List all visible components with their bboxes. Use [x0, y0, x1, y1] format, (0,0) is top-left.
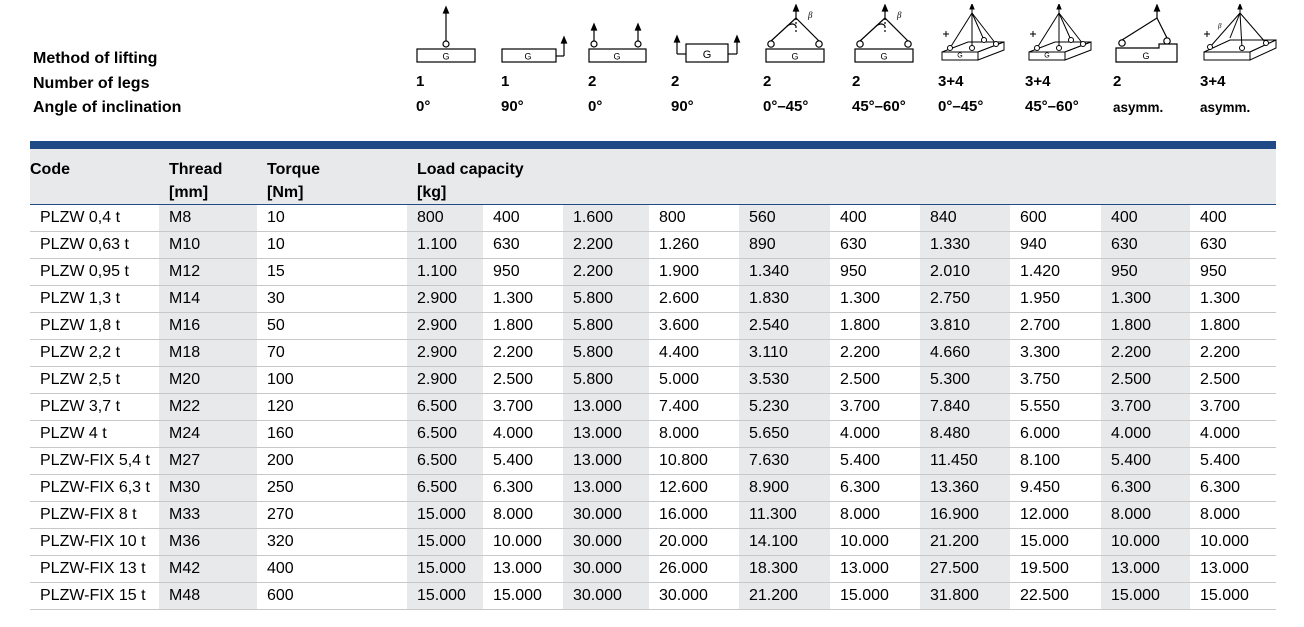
load-value-cell: 4.000	[1190, 421, 1276, 448]
svg-text:β: β	[1218, 22, 1222, 30]
torque-cell: 270	[257, 502, 407, 529]
angle-value: asymm.	[1200, 100, 1251, 115]
load-value-cell: 5.300	[920, 367, 1010, 394]
table-row	[30, 394, 1276, 421]
load-value-cell: 3.530	[739, 367, 830, 394]
angle-value: 0°–45°	[938, 98, 984, 115]
load-value-cell: 400	[483, 205, 563, 232]
number-of-legs-label: Number of legs	[33, 74, 150, 92]
table-row	[30, 340, 1276, 367]
load-value-cell: 3.700	[1190, 394, 1276, 421]
legs-value: 3+4	[938, 73, 964, 90]
load-value-cell: 13.000	[1101, 556, 1190, 583]
torque-cell: 200	[257, 448, 407, 475]
load-value-cell: 3.700	[1101, 394, 1190, 421]
thread-cell: M27	[159, 448, 257, 475]
load-value-cell: 30.000	[563, 556, 649, 583]
load-value-cell: 6.500	[407, 475, 483, 502]
load-value-cell: 19.500	[1010, 556, 1101, 583]
two-leg-asymmetric-icon	[1113, 4, 1185, 66]
code-cell: PLZW-FIX 10 t	[30, 529, 159, 556]
thread-cell: M12	[159, 259, 257, 286]
load-value-cell: 2.900	[407, 340, 483, 367]
load-value-cell: 630	[1190, 232, 1276, 259]
load-value-cell: 400	[1190, 205, 1276, 232]
load-value-cell: 1.100	[407, 259, 483, 286]
load-value-cell: 27.500	[920, 556, 1010, 583]
load-value-cell: 6.300	[1190, 475, 1276, 502]
load-value-cell: 6.300	[1101, 475, 1190, 502]
load-value-cell: 400	[830, 205, 920, 232]
table-row	[30, 259, 1276, 286]
table-row	[30, 448, 1276, 475]
load-capacity-header: Load capacity [kg]	[407, 145, 1276, 205]
two-leg-vertical-icon	[588, 4, 650, 66]
code-cell: PLZW 2,5 t	[30, 367, 159, 394]
load-value-cell: 15.000	[407, 529, 483, 556]
load-value-cell: 8.000	[649, 421, 739, 448]
torque-cell: 10	[257, 232, 407, 259]
load-value-cell: 13.360	[920, 475, 1010, 502]
load-value-cell: 6.500	[407, 421, 483, 448]
load-value-cell: 8.000	[1190, 502, 1276, 529]
method-of-lifting-label: Method of lifting	[33, 50, 158, 67]
code-cell: PLZW 0,95 t	[30, 259, 159, 286]
load-value-cell: 2.200	[830, 340, 920, 367]
thread-cell: M36	[159, 529, 257, 556]
load-value-cell: 12.600	[649, 475, 739, 502]
thread-cell: M48	[159, 583, 257, 610]
load-value-cell: 15.000	[1101, 583, 1190, 610]
svg-text:G: G	[442, 51, 450, 62]
torque-header: Torque [Nm]	[257, 145, 407, 205]
load-value-cell: 5.400	[1190, 448, 1276, 475]
code-cell: PLZW 0,4 t	[30, 205, 159, 232]
torque-cell: 70	[257, 340, 407, 367]
load-value-cell: 1.260	[649, 232, 739, 259]
load-value-cell: 2.600	[649, 286, 739, 313]
load-value-cell: 10.000	[483, 529, 563, 556]
load-value-cell: 800	[649, 205, 739, 232]
load-value-cell: 2.200	[563, 232, 649, 259]
svg-text:G: G	[613, 51, 621, 62]
load-value-cell: 21.200	[739, 583, 830, 610]
load-value-cell: 8.100	[1010, 448, 1101, 475]
svg-text:G: G	[957, 52, 963, 60]
two-leg-inclined-45-60-icon	[852, 4, 918, 66]
load-value-cell: 30.000	[563, 583, 649, 610]
table-row	[30, 205, 1276, 232]
load-value-cell: 13.000	[563, 448, 649, 475]
load-value-cell: 6.500	[407, 448, 483, 475]
code-cell: PLZW-FIX 6,3 t	[30, 475, 159, 502]
thread-cell: M14	[159, 286, 257, 313]
table-row	[30, 232, 1276, 259]
load-value-cell: 2.500	[830, 367, 920, 394]
legs-value: 1	[416, 73, 425, 90]
load-value-cell: 2.700	[1010, 313, 1101, 340]
torque-cell: 250	[257, 475, 407, 502]
load-value-cell: 14.100	[739, 529, 830, 556]
load-value-cell: 950	[483, 259, 563, 286]
load-value-cell: 1.950	[1010, 286, 1101, 313]
load-capacity-table	[30, 141, 1276, 610]
svg-text:G: G	[702, 49, 712, 61]
load-value-cell: 30.000	[563, 502, 649, 529]
svg-text:β: β	[808, 10, 813, 20]
table-row	[30, 421, 1276, 448]
load-value-cell: 8.480	[920, 421, 1010, 448]
load-value-cell: 9.450	[1010, 475, 1101, 502]
load-value-cell: 1.340	[739, 259, 830, 286]
load-value-cell: 4.000	[830, 421, 920, 448]
load-value-cell: 8.000	[1101, 502, 1190, 529]
svg-text:G: G	[1044, 52, 1050, 60]
load-value-cell: 11.450	[920, 448, 1010, 475]
load-value-cell: 1.800	[1101, 313, 1190, 340]
load-value-cell: 3.600	[649, 313, 739, 340]
load-value-cell: 1.800	[830, 313, 920, 340]
load-value-cell: 630	[483, 232, 563, 259]
load-value-cell: 10.000	[1101, 529, 1190, 556]
load-value-cell: 5.800	[563, 313, 649, 340]
load-value-cell: 15.000	[830, 583, 920, 610]
angle-value: 45°–60°	[1025, 98, 1079, 115]
thread-cell: M30	[159, 475, 257, 502]
load-value-cell: 6.000	[1010, 421, 1101, 448]
load-value-cell: 890	[739, 232, 830, 259]
load-value-cell: 2.540	[739, 313, 830, 340]
load-value-cell: 15.000	[407, 556, 483, 583]
torque-cell: 120	[257, 394, 407, 421]
code-cell: PLZW 2,2 t	[30, 340, 159, 367]
load-value-cell: 2.200	[483, 340, 563, 367]
thread-cell: M22	[159, 394, 257, 421]
load-value-cell: 950	[1101, 259, 1190, 286]
code-cell: PLZW 3,7 t	[30, 394, 159, 421]
load-value-cell: 8.000	[830, 502, 920, 529]
load-value-cell: 15.000	[1010, 529, 1101, 556]
legs-value: 2	[671, 73, 680, 90]
multi-leg-45-60-icon	[1025, 4, 1097, 66]
angle-value: asymm.	[1113, 100, 1164, 115]
load-value-cell: 1.300	[483, 286, 563, 313]
load-value-cell: 7.400	[649, 394, 739, 421]
load-value-cell: 2.010	[920, 259, 1010, 286]
load-value-cell: 13.000	[830, 556, 920, 583]
legs-value: 3+4	[1025, 73, 1051, 90]
svg-text:G: G	[1142, 51, 1150, 61]
angle-value: 45°–60°	[852, 98, 906, 115]
load-value-cell: 13.000	[483, 556, 563, 583]
load-value-cell: 5.800	[563, 340, 649, 367]
code-cell: PLZW 0,63 t	[30, 232, 159, 259]
table-row	[30, 475, 1276, 502]
load-value-cell: 2.200	[563, 259, 649, 286]
table-row	[30, 583, 1276, 610]
load-value-cell: 4.000	[483, 421, 563, 448]
load-value-cell: 30.000	[649, 583, 739, 610]
load-value-cell: 21.200	[920, 529, 1010, 556]
load-value-cell: 6.300	[830, 475, 920, 502]
thread-header: Thread [mm]	[159, 145, 257, 205]
load-value-cell: 30.000	[563, 529, 649, 556]
two-leg-inclined-0-45-icon	[763, 4, 829, 66]
svg-text:β: β	[897, 10, 902, 20]
torque-cell: 320	[257, 529, 407, 556]
torque-cell: 15	[257, 259, 407, 286]
thread-cell: M33	[159, 502, 257, 529]
load-value-cell: 3.700	[483, 394, 563, 421]
table-row	[30, 502, 1276, 529]
lifting-parameters-labels	[33, 47, 181, 121]
load-value-cell: 13.000	[563, 394, 649, 421]
angle-value: 90°	[501, 98, 524, 115]
load-value-cell: 20.000	[649, 529, 739, 556]
load-value-cell: 1.300	[1101, 286, 1190, 313]
load-value-cell: 950	[1190, 259, 1276, 286]
load-value-cell: 13.000	[1190, 556, 1276, 583]
code-cell: PLZW-FIX 8 t	[30, 502, 159, 529]
load-value-cell: 5.230	[739, 394, 830, 421]
angle-value: 90°	[671, 98, 694, 115]
load-value-cell: 1.330	[920, 232, 1010, 259]
multi-leg-0-45-icon	[938, 4, 1010, 66]
angle-value: 0°	[416, 98, 431, 115]
thread-cell: M24	[159, 421, 257, 448]
table-row	[30, 313, 1276, 340]
table-row	[30, 556, 1276, 583]
load-value-cell: 630	[1101, 232, 1190, 259]
legs-value: 2	[1113, 73, 1122, 90]
load-value-cell: 5.400	[830, 448, 920, 475]
load-value-cell: 1.300	[1190, 286, 1276, 313]
two-leg-side-90-icon	[671, 4, 743, 66]
load-value-cell: 560	[739, 205, 830, 232]
load-value-cell: 2.500	[483, 367, 563, 394]
load-value-cell: 4.400	[649, 340, 739, 367]
load-value-cell: 2.500	[1190, 367, 1276, 394]
load-value-cell: 5.550	[1010, 394, 1101, 421]
legs-value: 1	[501, 73, 510, 90]
table-header-row	[30, 145, 1276, 205]
load-value-cell: 31.800	[920, 583, 1010, 610]
table-row	[30, 529, 1276, 556]
code-cell: PLZW 1,8 t	[30, 313, 159, 340]
load-value-cell: 1.100	[407, 232, 483, 259]
angle-of-inclination-label: Angle of inclination	[33, 99, 182, 116]
thread-cell: M20	[159, 367, 257, 394]
load-value-cell: 6.500	[407, 394, 483, 421]
load-value-cell: 8.000	[483, 502, 563, 529]
load-value-cell: 2.200	[1190, 340, 1276, 367]
load-value-cell: 3.700	[830, 394, 920, 421]
load-value-cell: 2.900	[407, 367, 483, 394]
thread-cell: M16	[159, 313, 257, 340]
load-value-cell: 10.000	[830, 529, 920, 556]
code-cell: PLZW 4 t	[30, 421, 159, 448]
torque-cell: 400	[257, 556, 407, 583]
load-value-cell: 13.000	[563, 421, 649, 448]
load-value-cell: 2.200	[1101, 340, 1190, 367]
load-value-cell: 3.300	[1010, 340, 1101, 367]
load-value-cell: 600	[1010, 205, 1101, 232]
load-value-cell: 2.500	[1101, 367, 1190, 394]
torque-cell: 50	[257, 313, 407, 340]
load-value-cell: 10.000	[1190, 529, 1276, 556]
load-value-cell: 5.400	[483, 448, 563, 475]
torque-cell: 30	[257, 286, 407, 313]
load-value-cell: 5.000	[649, 367, 739, 394]
thread-cell: M8	[159, 205, 257, 232]
load-value-cell: 8.900	[739, 475, 830, 502]
load-value-cell: 1.830	[739, 286, 830, 313]
code-header: Code	[30, 145, 159, 205]
angle-value: 0°	[588, 98, 603, 115]
load-value-cell: 1.800	[483, 313, 563, 340]
load-value-cell: 5.800	[563, 367, 649, 394]
load-value-cell: 5.650	[739, 421, 830, 448]
load-value-cell: 16.000	[649, 502, 739, 529]
load-value-cell: 7.840	[920, 394, 1010, 421]
multi-leg-asymmetric-icon	[1200, 4, 1280, 66]
load-value-cell: 18.300	[739, 556, 830, 583]
svg-text:G: G	[524, 51, 532, 62]
torque-cell: 10	[257, 205, 407, 232]
load-value-cell: 1.600	[563, 205, 649, 232]
load-value-cell: 1.300	[830, 286, 920, 313]
load-value-cell: 15.000	[483, 583, 563, 610]
single-leg-side-90-icon	[501, 4, 571, 66]
load-value-cell: 16.900	[920, 502, 1010, 529]
load-value-cell: 2.750	[920, 286, 1010, 313]
load-value-cell: 2.900	[407, 313, 483, 340]
load-value-cell: 3.110	[739, 340, 830, 367]
angle-value: 0°–45°	[763, 98, 809, 115]
load-value-cell: 950	[830, 259, 920, 286]
torque-cell: 600	[257, 583, 407, 610]
svg-text:G: G	[791, 51, 799, 62]
code-cell: PLZW-FIX 5,4 t	[30, 448, 159, 475]
thread-cell: M42	[159, 556, 257, 583]
load-value-cell: 5.400	[1101, 448, 1190, 475]
table-row	[30, 286, 1276, 313]
load-value-cell: 3.750	[1010, 367, 1101, 394]
legs-value: 2	[852, 73, 861, 90]
load-value-cell: 840	[920, 205, 1010, 232]
load-value-cell: 15.000	[407, 583, 483, 610]
load-value-cell: 12.000	[1010, 502, 1101, 529]
load-value-cell: 800	[407, 205, 483, 232]
load-value-cell: 5.800	[563, 286, 649, 313]
legs-value: 3+4	[1200, 73, 1226, 90]
legs-value: 2	[763, 73, 772, 90]
code-cell: PLZW-FIX 15 t	[30, 583, 159, 610]
single-leg-vertical-icon	[416, 4, 478, 66]
load-value-cell: 4.000	[1101, 421, 1190, 448]
load-value-cell: 13.000	[563, 475, 649, 502]
svg-text:G: G	[880, 51, 888, 62]
load-value-cell: 1.420	[1010, 259, 1101, 286]
load-value-cell: 1.800	[1190, 313, 1276, 340]
load-value-cell: 10.800	[649, 448, 739, 475]
load-value-cell: 630	[830, 232, 920, 259]
load-value-cell: 11.300	[739, 502, 830, 529]
legs-value: 2	[588, 73, 597, 90]
load-value-cell: 15.000	[407, 502, 483, 529]
thread-cell: M18	[159, 340, 257, 367]
load-value-cell: 3.810	[920, 313, 1010, 340]
load-value-cell: 1.900	[649, 259, 739, 286]
load-value-cell: 400	[1101, 205, 1190, 232]
load-value-cell: 7.630	[739, 448, 830, 475]
load-value-cell: 940	[1010, 232, 1101, 259]
table-row	[30, 367, 1276, 394]
thread-cell: M10	[159, 232, 257, 259]
load-value-cell: 2.900	[407, 286, 483, 313]
load-value-cell: 22.500	[1010, 583, 1101, 610]
load-value-cell: 4.660	[920, 340, 1010, 367]
load-value-cell: 15.000	[1190, 583, 1276, 610]
load-value-cell: 26.000	[649, 556, 739, 583]
torque-cell: 160	[257, 421, 407, 448]
code-cell: PLZW-FIX 13 t	[30, 556, 159, 583]
load-value-cell: 6.300	[483, 475, 563, 502]
torque-cell: 100	[257, 367, 407, 394]
code-cell: PLZW 1,3 t	[30, 286, 159, 313]
